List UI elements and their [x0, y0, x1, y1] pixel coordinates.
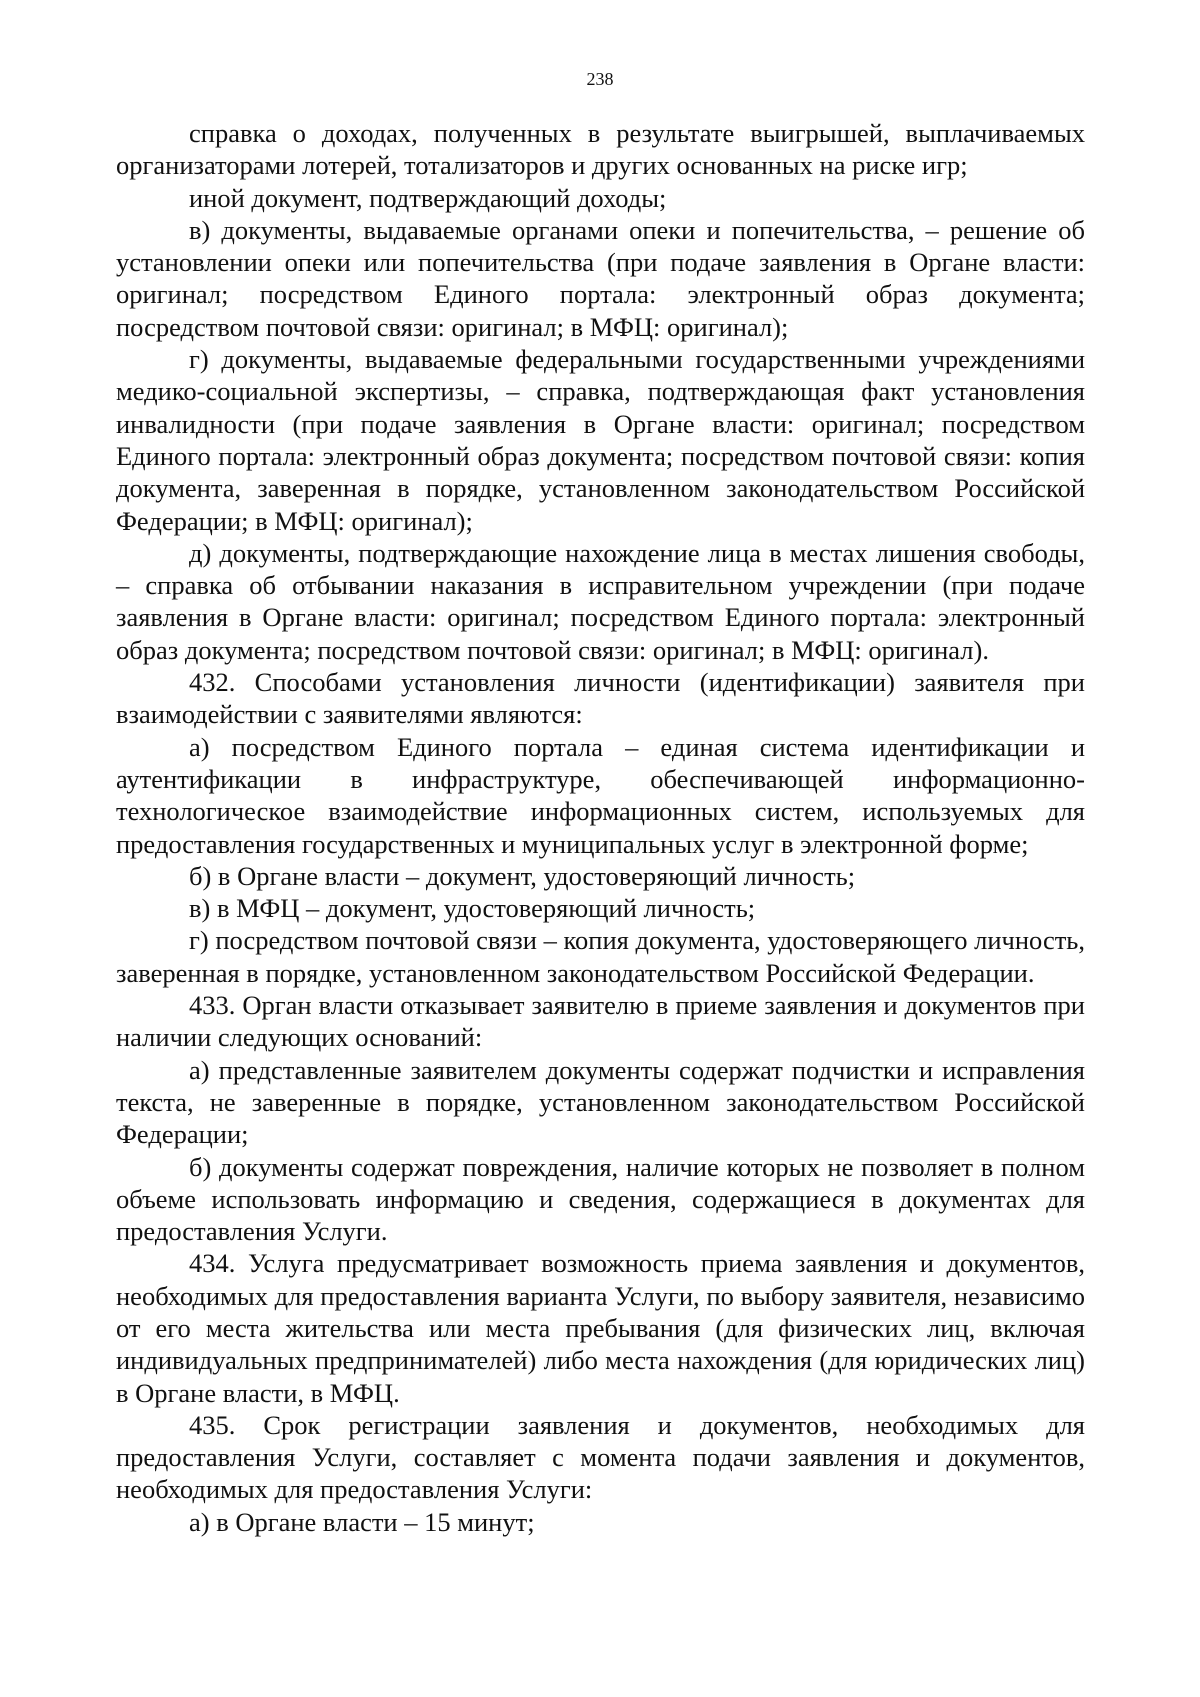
paragraph: г) документы, выдаваемые федеральными государственными учреждениями медико-социальной экспертизы, – справка, подтверждающая факт установления инвалидности (при подаче заявления в Органе власти: оригинал; посредством Единого портала: электронный образ документа; посредством почтовой связи: копия документа, заверенная в порядке, установленном законодательством Российской Федерации; в МФЦ: оригинал);	[116, 344, 1085, 536]
paragraph: в) в МФЦ – документ, удостоверяющий личность;	[189, 893, 756, 924]
paragraph: 434. Услуга предусматривает возможность приема заявления и документов, необходимых для предоставления варианта Услуги, по выбору заявителя, независимо от его места жительства или места пребывания (для физических лиц, включая индивидуальных предпринимателей) либо места нахождения (для юридических лиц) в Органе власти, в МФЦ.	[116, 1248, 1085, 1408]
paragraph: 432. Способами установления личности (идентификации) заявителя при взаимодействии с заявителями являются:	[116, 667, 1085, 730]
document-body	[116, 117, 1085, 1538]
paragraph: д) документы, подтверждающие нахождение лица в местах лишения свободы, – справка об отбывании наказания в исправительном учреждении (при подаче заявления в Органе власти: оригинал; посредством Единого портала: электронный образ документа; посредством почтовой связи: оригинал; в МФЦ: оригинал).	[116, 537, 1085, 665]
paragraph: б) документы содержат повреждения, наличие которых не позволяет в полном объеме использовать информацию и сведения, содержащиеся в документах для предоставления Услуги.	[116, 1151, 1085, 1247]
paragraph: а) посредством Единого портала – единая система идентификации и аутентификации в инфраструктуре, обеспечивающей информационно-технологическое взаимодействие информационных систем, используемых для предоставления государственных и муниципальных услуг в электронной форме;	[116, 731, 1085, 859]
paragraph: справка о доходах, полученных в результате выигрышей, выплачиваемых организаторами лотерей, тотализаторов и других основанных на риске игр;	[116, 118, 1085, 181]
paragraph: 435. Срок регистрации заявления и документов, необходимых для предоставления Услуги, составляет с момента подачи заявления и документов, необходимых для предоставления Услуги:	[116, 1409, 1085, 1505]
paragraph: иной документ, подтверждающий доходы;	[189, 182, 667, 213]
page-number: 238	[586, 69, 614, 89]
paragraph: а) в Органе власти – 15 минут;	[189, 1506, 535, 1537]
paragraph: г) посредством почтовой связи – копия документа, удостоверяющего личность, заверенная в порядке, установленном законодательством Российской Федерации.	[116, 925, 1085, 988]
paragraph: а) представленные заявителем документы содержат подчистки и исправления текста, не заверенные в порядке, установленном законодательством Российской Федерации;	[116, 1054, 1085, 1150]
paragraph: 433. Орган власти отказывает заявителю в приеме заявления и документов при наличии следующих оснований:	[116, 990, 1085, 1053]
paragraph: в) документы, выдаваемые органами опеки и попечительства, – решение об установлении опеки или попечительства (при подаче заявления в Органе власти: оригинал; посредством Единого портала: электронный образ документа; посредством почтовой связи: оригинал; в МФЦ: оригинал);	[116, 214, 1085, 342]
paragraph: б) в Органе власти – документ, удостоверяющий личность;	[189, 860, 856, 891]
